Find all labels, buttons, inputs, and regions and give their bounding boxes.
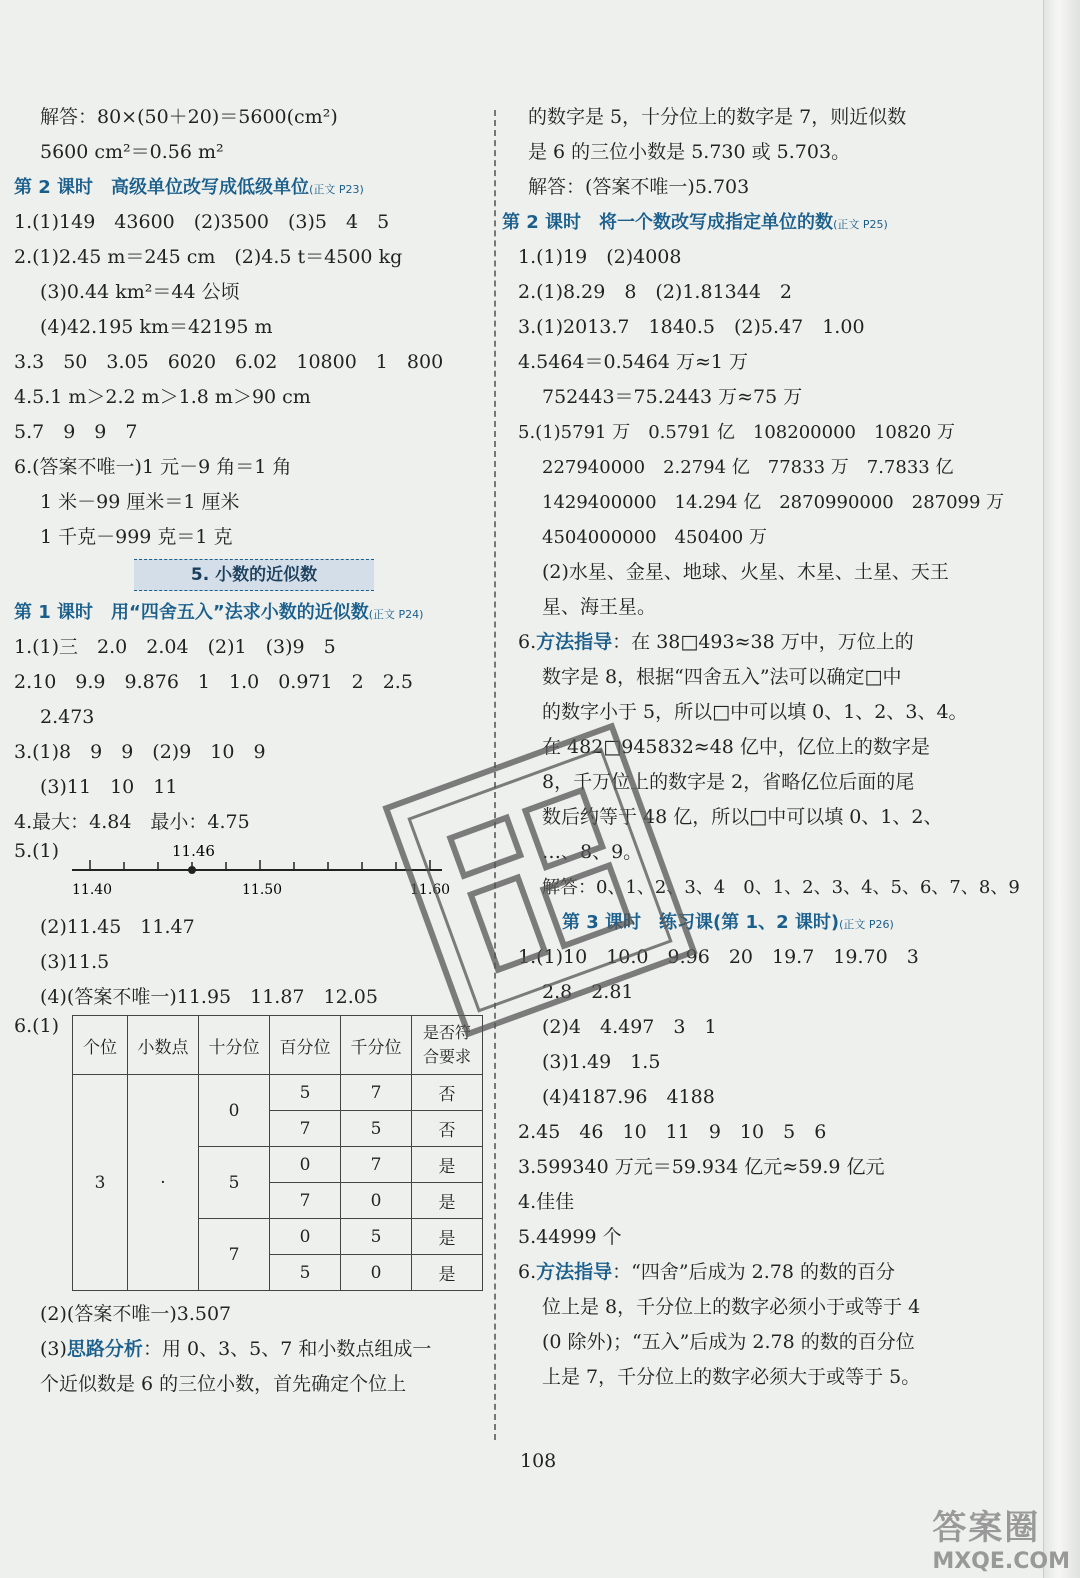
marked-point bbox=[188, 866, 196, 874]
table-cell: 否 bbox=[412, 1075, 483, 1111]
answer-line: 2.(1)2.45 m＝245 cm (2)4.5 t＝4500 kg bbox=[14, 246, 403, 268]
answer-line: 数后约等于 48 亿，所以□中可以填 0、1、2、 bbox=[542, 806, 943, 828]
answer-line: (0 除外)；“五入”后成为 2.78 的数的百分位 bbox=[542, 1331, 915, 1353]
answer-line: 1.(1)三 2.0 2.04 (2)1 (3)9 5 bbox=[14, 636, 336, 658]
answer-line: 上是 7，千分位上的数字必须大于或等于 5。 bbox=[542, 1366, 921, 1388]
table-cell: 0 bbox=[199, 1075, 270, 1147]
answer-line: 3.(1)8 9 9 (2)9 10 9 bbox=[14, 741, 266, 763]
unit-title-banner: 5. 小数的近似数 bbox=[134, 559, 374, 591]
answer-line: (2)4 4.497 3 1 bbox=[542, 1016, 717, 1038]
table-header: 十分位 bbox=[199, 1016, 270, 1075]
table-cell: 5 bbox=[341, 1219, 412, 1255]
answer-line: (2)11.45 11.47 bbox=[40, 916, 195, 938]
section-heading: 第 3 课时 练习课(第 1、2 课时)(正文 P26) bbox=[562, 912, 894, 933]
table-cell: · bbox=[128, 1075, 199, 1291]
table-cell: 是 bbox=[412, 1219, 483, 1255]
answer-line: 3.(1)2013.7 1840.5 (2)5.47 1.00 bbox=[518, 316, 865, 338]
answer-line: 6.方法指导：在 38□493≈38 万中，万位上的 bbox=[518, 631, 914, 653]
answer-line: 752443＝75.2443 万≈75 万 bbox=[542, 386, 803, 408]
answer-line: 1 米－99 厘米＝1 厘米 bbox=[40, 491, 240, 513]
answer-line: …、8、9。 bbox=[542, 841, 643, 863]
answer-line: 星、海王星。 bbox=[542, 596, 657, 618]
table-cell: 3 bbox=[73, 1075, 128, 1291]
table-header: 小数点 bbox=[128, 1016, 199, 1075]
table-cell: 否 bbox=[412, 1111, 483, 1147]
answer-line: 2.10 9.9 9.876 1 1.0 0.971 2 2.5 bbox=[14, 671, 413, 693]
answer-line: 解答：(答案不唯一)5.703 bbox=[528, 176, 750, 198]
answer-line: 2.473 bbox=[40, 706, 95, 728]
answer-line: 数字是 8，根据“四舍五入”法可以确定□中 bbox=[542, 666, 902, 688]
table-cell: 0 bbox=[341, 1255, 412, 1291]
answer-table-block bbox=[14, 1015, 484, 1291]
table-cell: 0 bbox=[270, 1219, 341, 1255]
answer-line: 5600 cm²＝0.56 m² bbox=[40, 141, 224, 163]
answer-line: 位上是 8，千分位上的数字必须小于或等于 4 bbox=[542, 1296, 921, 1318]
answer-table bbox=[72, 1015, 483, 1291]
table-cell: 7 bbox=[199, 1219, 270, 1291]
section-heading: 第 2 课时 高级单位改写成低级单位(正文 P23) bbox=[14, 177, 364, 198]
answer-line: 5.(1)5791 万 0.5791 亿 108200000 10820 万 bbox=[518, 422, 955, 443]
answer-line: 1.(1)149 43600 (2)3500 (3)5 4 5 bbox=[14, 211, 390, 233]
answer-line: 5.44999 个 bbox=[518, 1226, 622, 1248]
answer-line: (3)思路分析：用 0、3、5、7 和小数点组成一 bbox=[40, 1338, 432, 1360]
answer-line: 2.8 2.81 bbox=[542, 981, 634, 1003]
answer-line: 在 482□945832≈48 亿中，亿位上的数字是 bbox=[542, 736, 930, 758]
answer-line: 6.方法指导：“四舍”后成为 2.78 的数的百分 bbox=[518, 1261, 895, 1283]
answer-line: 是 6 的三位小数是 5.730 或 5.703。 bbox=[528, 141, 851, 163]
table-header: 千分位 bbox=[341, 1016, 412, 1075]
answer-line: 227940000 2.2794 亿 77833 万 7.7833 亿 bbox=[542, 457, 954, 478]
answer-line: 3.599340 万元＝59.934 亿元≈59.9 亿元 bbox=[518, 1156, 885, 1178]
tick-label: 11.50 bbox=[242, 882, 283, 898]
table-cell: 5 bbox=[270, 1075, 341, 1111]
answer-line: (4)4187.96 4188 bbox=[542, 1086, 715, 1108]
answer-line: 1 千克－999 克＝1 克 bbox=[40, 526, 233, 548]
answer-line: 解答：80×(50＋20)＝5600(cm²) bbox=[40, 106, 338, 128]
answer-line: (3)0.44 km²＝44 公顷 bbox=[40, 281, 240, 303]
answer-line: 1.(1)19 (2)4008 bbox=[518, 246, 682, 268]
answer-line: (2)(答案不唯一)3.507 bbox=[40, 1303, 232, 1325]
table-cell: 5 bbox=[199, 1147, 270, 1219]
answer-line: 4504000000 450400 万 bbox=[542, 527, 767, 548]
table-cell: 7 bbox=[341, 1075, 412, 1111]
table-cell: 5 bbox=[270, 1255, 341, 1291]
table-header: 是否符合要求 bbox=[412, 1016, 483, 1075]
answer-line: 4.最大：4.84 最小：4.75 bbox=[14, 811, 250, 833]
section-heading: 第 1 课时 用“四舍五入”法求小数的近似数(正文 P24) bbox=[14, 602, 424, 623]
table-cell: 7 bbox=[270, 1111, 341, 1147]
answer-line: 的数字小于 5，所以□中可以填 0、1、2、3、4。 bbox=[542, 701, 968, 723]
watermark-title: 答案圈 bbox=[932, 1508, 1041, 1548]
table-cell: 是 bbox=[412, 1255, 483, 1291]
table-cell: 0 bbox=[270, 1147, 341, 1183]
table-cell: 7 bbox=[341, 1147, 412, 1183]
section-heading: 第 2 课时 将一个数改写成指定单位的数(正文 P25) bbox=[502, 212, 888, 233]
answer-line: 2.45 46 10 11 9 10 5 6 bbox=[518, 1121, 827, 1143]
answer-line: (2)水星、金星、地球、火星、木星、土星、天王 bbox=[542, 561, 949, 583]
answer-line: 4.5.1 m＞2.2 m＞1.8 m＞90 cm bbox=[14, 386, 311, 408]
answer-line: (3)11 10 11 bbox=[40, 776, 178, 798]
answer-line: 5.7 9 9 7 bbox=[14, 421, 138, 443]
page-number: 108 bbox=[520, 1450, 557, 1472]
answer-line: 2.(1)8.29 8 (2)1.81344 2 bbox=[518, 281, 793, 303]
answer-line: 6.(答案不唯一)1 元－9 角＝1 角 bbox=[14, 456, 292, 478]
table-header: 百分位 bbox=[270, 1016, 341, 1075]
watermark-logo bbox=[932, 1500, 1070, 1574]
answer-line: 8，千万位上的数字是 2，省略亿位后面的尾 bbox=[542, 771, 915, 793]
watermark-url: MXQE.COM bbox=[932, 1549, 1070, 1574]
answer-line: (3)11.5 bbox=[40, 951, 110, 973]
point-label: 11.46 bbox=[172, 842, 215, 860]
answer-line: 1.(1)10 10.0 9.96 20 19.7 19.70 3 bbox=[518, 946, 919, 968]
table-cell: 是 bbox=[412, 1147, 483, 1183]
answer-line: 1429400000 14.294 亿 2870990000 287099 万 bbox=[542, 492, 1005, 513]
answer-line: (4)(答案不唯一)11.95 11.87 12.05 bbox=[40, 986, 378, 1008]
answer-line: (4)42.195 km＝42195 m bbox=[40, 316, 273, 338]
answer-line: 3.3 50 3.05 6020 6.02 10800 1 800 bbox=[14, 351, 444, 373]
seal-stamp-icon bbox=[380, 720, 700, 1040]
answer-line: 的数字是 5，十分位上的数字是 7，则近似数 bbox=[528, 106, 907, 128]
answer-line: 个近似数是 6 的三位小数，首先确定个位上 bbox=[40, 1373, 407, 1395]
table-cell: 5 bbox=[341, 1111, 412, 1147]
table-cell: 7 bbox=[270, 1183, 341, 1219]
answer-line: 解答：0、1、2、3、4 0、1、2、3、4、5、6、7、8、9 bbox=[542, 877, 1020, 898]
tick-label: 11.40 bbox=[72, 882, 113, 898]
answer-line: 4.佳佳 bbox=[518, 1191, 575, 1213]
answer-line: 4.5464＝0.5464 万≈1 万 bbox=[518, 351, 749, 373]
question-label: 5.(1) bbox=[14, 840, 60, 862]
table-header: 个位 bbox=[73, 1016, 128, 1075]
book-page-edge bbox=[1043, 0, 1080, 1578]
question-label: 6.(1) bbox=[14, 1015, 60, 1037]
table-cell: 0 bbox=[341, 1183, 412, 1219]
tick-label: 11.60 bbox=[410, 882, 451, 898]
answer-line: (3)1.49 1.5 bbox=[542, 1051, 661, 1073]
table-cell: 是 bbox=[412, 1183, 483, 1219]
